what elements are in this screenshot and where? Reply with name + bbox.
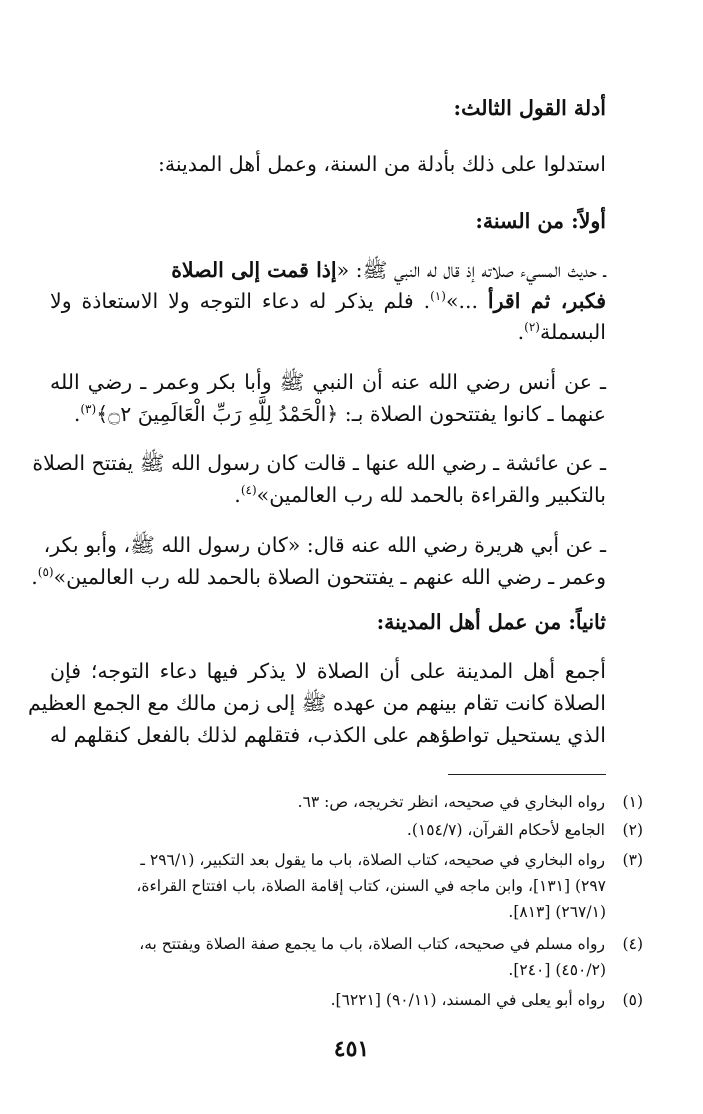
hadith1-period: .: [517, 320, 525, 344]
hadith2-line2: [50, 398, 606, 430]
footnote-4: [50, 932, 643, 957]
footnote-4-text: رواه مسلم في صحيحه، كتاب الصلاة، باب ما يجمع صفة الصلاة ويفتتح به،: [139, 935, 605, 953]
footnote-1: [50, 790, 643, 815]
hadith2-line1: ـ عن أنس رضي الله عنه أن النبي ﷺ وأبا بكر وعمر ـ رضي الله: [50, 370, 606, 394]
hadith1-comment: . فلم يذكر له دعاء التوجه ولا الاستعاذة ولا: [50, 289, 431, 313]
footnote-4-cont1: (٤٥٠/٢) [٢٤٠].: [508, 961, 606, 979]
hadith2-text: عنهما ـ كانوا يفتتحون الصلاة بـ: ﴿الْحَمْدُ لِلَّهِ رَبِّ الْعَالَمِينَ ۝٢﴾: [96, 402, 606, 426]
footnote-5-number: (٥): [622, 991, 643, 1009]
footnote-2: [50, 818, 643, 843]
footnote-ref-5[interactable]: (٥): [37, 565, 54, 580]
hadith2-period: .: [73, 402, 81, 426]
footnote-1-number: (١): [622, 793, 643, 811]
footnote-2-text: الجامع لأحكام القرآن، (١٥٤/٧).: [406, 821, 605, 839]
footnote-3-number: (٣): [622, 851, 643, 869]
footnote-ref-4[interactable]: (٤): [240, 483, 257, 498]
heading-third-opinion: أدلة القول الثالث:: [453, 96, 606, 120]
footnote-3-cont1: ٢٩٧) [١٣١]، وابن ماجه في السنن، كتاب إقامة الصلاة، باب افتتاح القراءة،: [136, 877, 606, 895]
hadith1-quote-bold: إذا قمت إلى الصلاة: [171, 258, 337, 282]
hadith1-ellipsis: ...»: [445, 289, 479, 313]
para-line2: الصلاة كانت تقام بينهم من عهده ﷺ إلى زمن مالك مع الجمع العظيم: [27, 691, 606, 715]
hadith1-basmala: البسملة: [539, 320, 606, 344]
hadith4-text: وعمر ـ رضي الله عنهم ـ يفتتحون الصلاة بالحمد لله رب العالمين»: [53, 565, 606, 589]
hadith1-text: ـ حديث المسيء صلاته إذ قال له النبي ﷺ: «: [336, 258, 606, 282]
footnote-1-text: رواه البخاري في صحيحه، انظر تخريجه، ص: ٦٣.: [297, 793, 605, 811]
intro-line: استدلوا على ذلك بأدلة من السنة، وعمل أهل المدينة:: [157, 152, 606, 176]
footnote-ref-2[interactable]: (٢): [524, 320, 540, 335]
footnote-3-text: رواه البخاري في صحيحه، كتاب الصلاة، باب ما يقول بعد التكبير، (٢٩٦/١ ـ: [140, 851, 605, 869]
hadith3-line1: ـ عن عائشة ـ رضي الله عنها ـ قالت كان رسول الله ﷺ يفتتح الصلاة: [32, 451, 606, 475]
hadith3-text: بالتكبير والقراءة بالحمد لله رب العالمين»: [256, 483, 606, 507]
section-madinah-heading: ثانياً: من عمل أهل المدينة:: [376, 610, 606, 634]
hadith4-line1: ـ عن أبي هريرة رضي الله عنه قال: «كان رسول الله ﷺ، وأبو بكر،: [43, 533, 606, 557]
hadith1-quote-bold-2: فكبر، ثم اقرأ: [487, 289, 607, 313]
hadith3-period: .: [234, 483, 241, 507]
footnote-5-text: رواه أبو يعلى في المسند، (٩٠/١١) [٦٢٢١].: [330, 991, 605, 1009]
hadith1-line3: [50, 316, 606, 348]
footnote-3: [50, 848, 643, 873]
footnote-2-number: (٢): [622, 821, 643, 839]
section-sunnah-heading: أولاً: من السنة:: [475, 209, 606, 233]
hadith3-line2: [50, 479, 606, 511]
footnote-separator: [448, 774, 606, 775]
para-line3: الذي يستحيل تواطؤهم على الكذب، فتقلهم لذلك بالفعل كنقلهم له: [49, 723, 606, 747]
footnote-4-number: (٤): [622, 935, 643, 953]
footnote-5: [50, 988, 643, 1013]
hadith4-line2: [31, 561, 606, 593]
footnote-3-cont2: (٢٦٧/١) [٨١٣].: [508, 903, 606, 921]
hadith1-line1: [50, 254, 606, 286]
hadith4-period: .: [31, 565, 38, 589]
footnote-ref-3[interactable]: (٣): [80, 402, 97, 417]
page-number: ٤٥١: [333, 1036, 370, 1062]
footnote-ref-1[interactable]: (١): [430, 289, 446, 304]
para-line1: أجمع أهل المدينة على أن الصلاة لا يذكر فيها دعاء التوجه؛ فإن: [50, 659, 606, 683]
hadith1-line2: [50, 285, 606, 317]
